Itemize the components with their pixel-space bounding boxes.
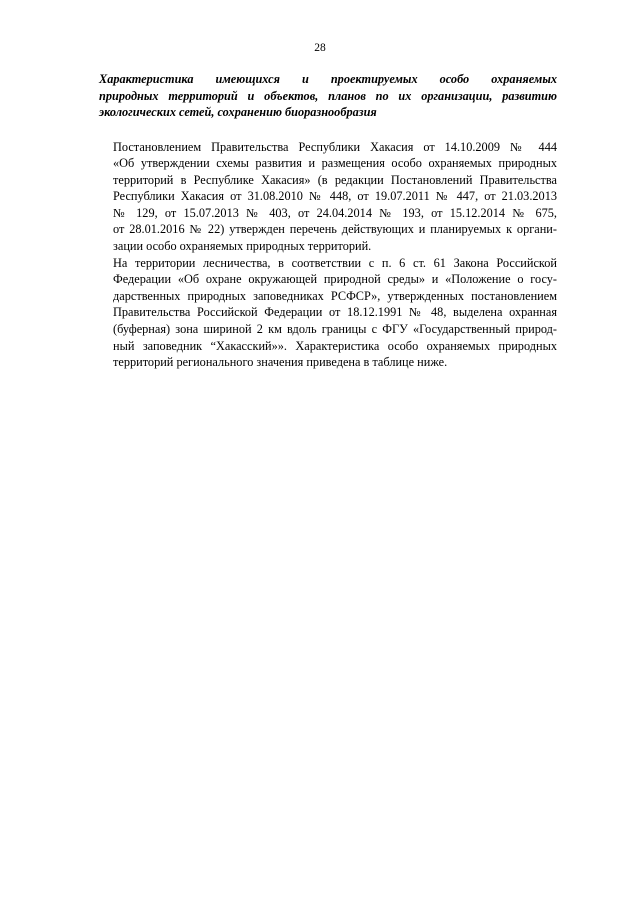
paragraph-line: № 129, от 15.07.2013 № 403, от 24.04.2014 № 193, от 15.12.2014 № 675,: [113, 205, 557, 220]
paragraph-line: (буферная) зона шириной 2 км вдоль границы с ФГУ «Государственный природ-: [113, 322, 557, 337]
heading-line: экологических сетей, сохранению биоразнообразия: [99, 105, 377, 119]
heading-line: природных территорий и объектов, планов по их организации, развитию: [99, 88, 557, 103]
paragraph-line: Республики Хакасия от 31.08.2010 № 448, от 19.07.2011 № 447, от 21.03.2013: [113, 189, 557, 204]
paragraph-line: территорий регионального значения приведена в таблице ниже.: [113, 355, 448, 370]
paragraph-line: от 28.01.2016 № 22) утвержден перечень действующих и планируемых к органи-: [113, 222, 557, 237]
paragraph-line: На территории лесничества, в соответствии с п. 6 ст. 61 Закона Российской: [113, 255, 557, 270]
heading-line: Характеристика имеющихся и проектируемых особо охраняемых: [99, 72, 557, 86]
paragraph-line: Правительства Российской Федерации от 18.12.1991 № 48, выделена охранная: [113, 305, 557, 320]
paragraph-line: дарственных природных заповедниках РСФСР», утвержденных постановлением: [113, 288, 557, 303]
paragraph-line: Постановлением Правительства Республики Хакасия от 14.10.2009 № 444: [113, 139, 557, 154]
paragraph-line: Федерации «Об охране окружающей природной среды» и «Положение о госу-: [113, 272, 557, 287]
paragraph-buffer-zone: [85, 255, 557, 371]
paragraph-line: зации особо охраняемых природных территорий.: [113, 239, 372, 254]
paragraph-line: «Об утверждении схемы развития и размещения особо охраняемых природных: [113, 156, 557, 171]
section-heading: [85, 71, 557, 121]
document-body: [85, 71, 557, 371]
paragraph-protected-areas-resolution: [85, 139, 557, 255]
page-number: 28: [314, 42, 326, 54]
paragraph-line: территорий в Республике Хакасия» (в редакции Постановлений Правительства: [113, 172, 557, 187]
paragraph-line: ный заповедник “Хакасский»». Характеристика особо охраняемых природных: [113, 338, 557, 353]
